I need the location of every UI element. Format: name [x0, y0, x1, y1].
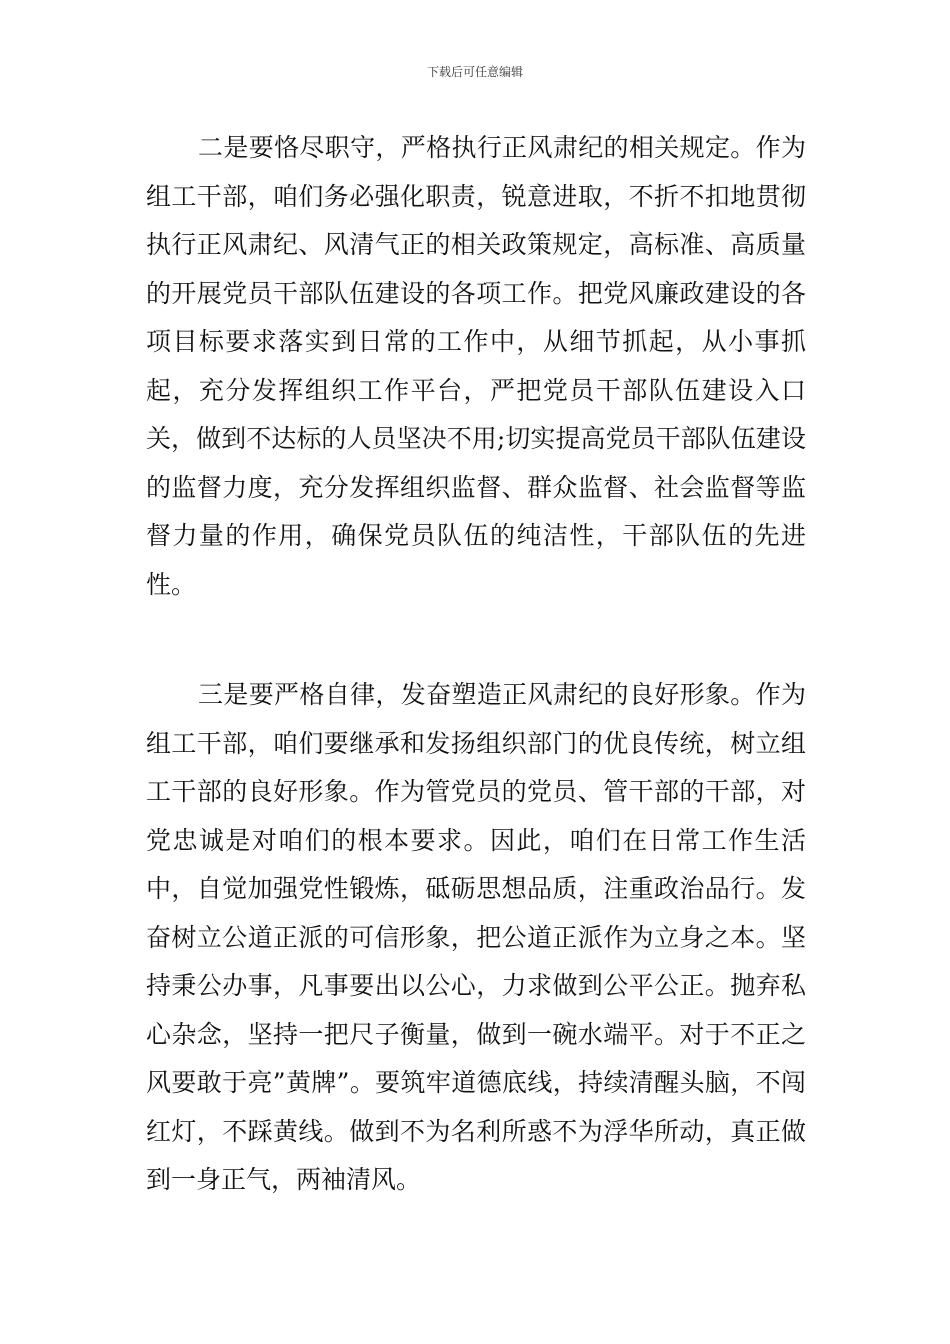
paragraph-self-discipline: 三是要严格自律，发奋塑造正风肃纪的良好形象。作为组工干部，咱们要继承和发扬组织部门的优良传统，树立组工干部的良好形象。作为管党员的党员、管干部的干部，对党忠诚是对咱们的根本要求。因此，咱们在日常工作生活中，自觉加强党性锻炼，砥砺思想品质，注重政治品行。发奋树立公道正派的可信形象，把公道正派作为立身之本。坚持秉公办事，凡事要出以公心，力求做到公平公正。抛弃私心杂念，坚持一把尺子衡量，做到一碗水端平。对于不正之风要敢于亮”黄牌”。要筑牢道德底线，持续清醒头脑，不闯红灯，不踩黄线。做到不为名利所惑不为浮华所动，真正做到一身正气，两袖清风。	[146, 680, 806, 1194]
paragraph-duty: 二是要恪尽职守，严格执行正风肃纪的相关规定。作为组工干部，咱们务必强化职责，锐意进取，不折不扣地贯彻执行正风肃纪、风清气正的相关政策规定，高标准、高质量的开展党员干部队伍建设的各项工作。把党风廉政建设的各项目标要求落实到日常的工作中，从细节抓起，从小事抓起，充分发挥组织工作平台，严把党员干部队伍建设入口关，做到不达标的人员坚决不用;切实提高党员干部队伍建设的监督力度，充分发挥组织监督、群众监督、社会监督等监督力量的作用，确保党员队伍的纯洁性，干部队伍的先进性。	[146, 133, 806, 599]
page-header-note: 下载后可任意编辑	[426, 65, 523, 79]
